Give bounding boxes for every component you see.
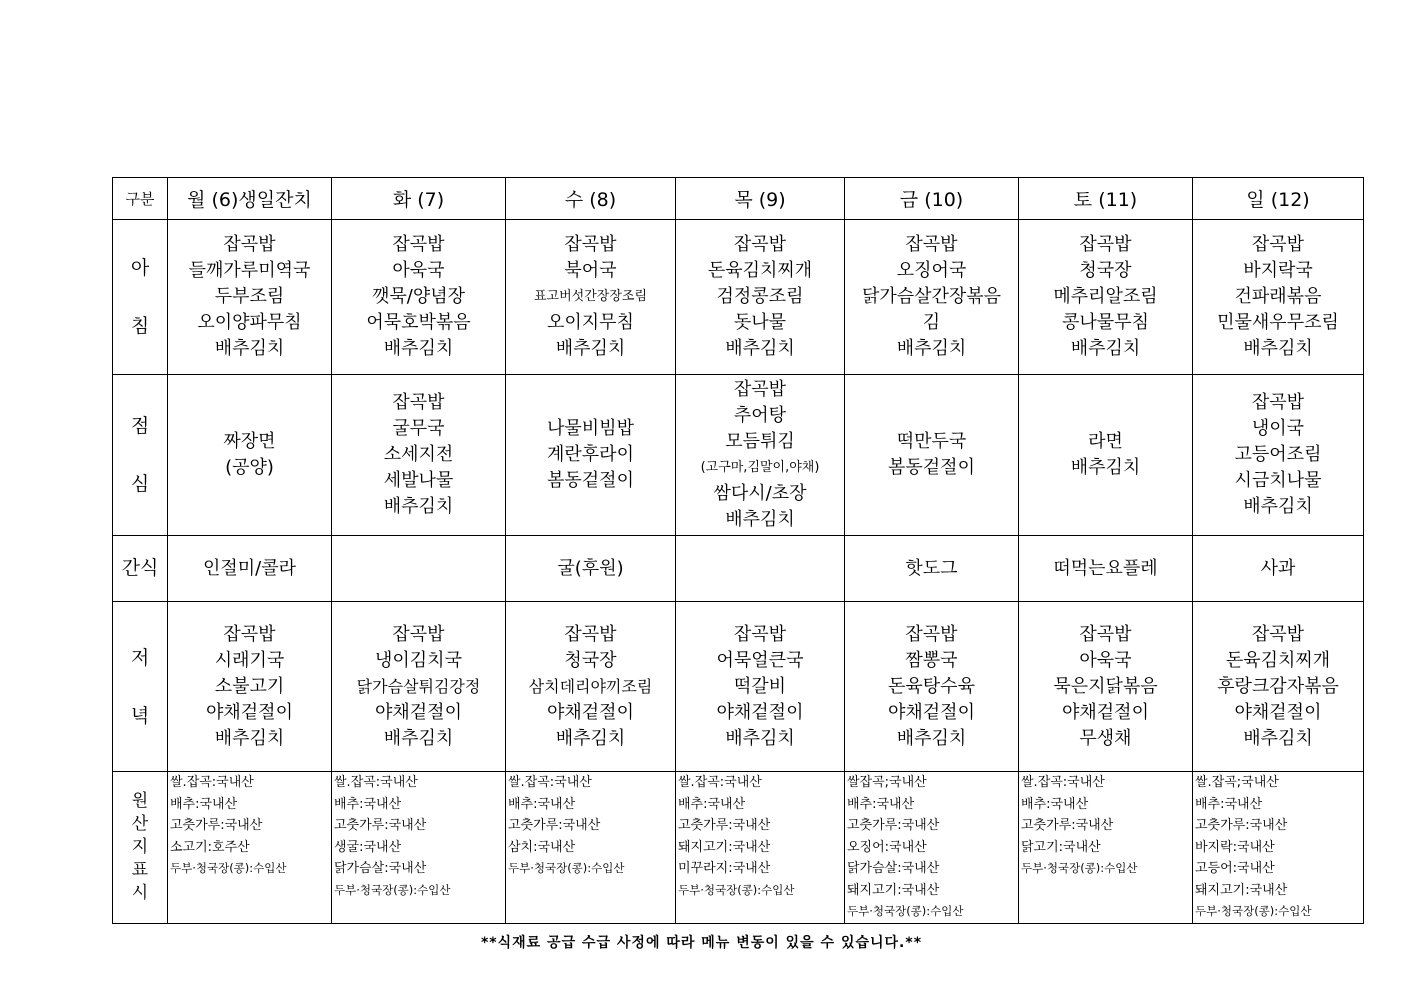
label-char: 표: [131, 859, 149, 880]
menu-item: 냉이김치국: [375, 649, 462, 671]
origin-item: 고춧가루:국내산: [847, 818, 940, 833]
snack-tue: [332, 536, 506, 602]
dinner-wed: [506, 602, 676, 772]
day-header-mon: 월 (6)생일잔치: [168, 178, 332, 220]
origin-item: 배추:국내산: [847, 796, 915, 812]
origin-item: 쌀잡곡;국내산: [847, 775, 927, 790]
origin-mon: [168, 772, 332, 924]
origin-item: 고춧가루:국내산: [678, 818, 771, 833]
menu-item: 추어탕: [733, 405, 787, 426]
menu-item: (공양): [225, 457, 274, 478]
menu-item: 잡곡밥: [1079, 234, 1132, 255]
menu-item: 배추김치: [725, 509, 795, 530]
origin-item: 소고기:호주산: [170, 839, 250, 855]
menu-item: 시금치나물: [1234, 470, 1322, 491]
menu-item: 돈육김치찌개: [1225, 649, 1331, 671]
menu-item: 닭가슴살튀김강정: [356, 676, 481, 696]
origin-item: 쌀.잡곡:국내산: [1021, 775, 1105, 790]
category-header: 구분: [113, 178, 168, 220]
dinner-sat: [1019, 602, 1193, 772]
origin-item: 고춧가루:국내산: [334, 818, 427, 833]
menu-item: 잡곡밥: [392, 623, 445, 645]
label-char: 침: [130, 315, 150, 337]
day-header-thu: 목 (9): [676, 178, 845, 220]
breakfast-wed: [506, 220, 676, 375]
lunch-sat: [1019, 375, 1193, 536]
day-header-fri: 금 (10): [845, 178, 1019, 220]
menu-item: 메추리알조림: [1053, 286, 1158, 307]
menu-item: 아욱국: [1079, 649, 1132, 671]
breakfast-tue: [332, 220, 506, 375]
day-header-sat: 토 (11): [1019, 178, 1193, 220]
menu-item: 잡곡밥: [733, 379, 787, 400]
header-row: [113, 178, 1364, 220]
menu-item: 돈육탕수육: [888, 675, 975, 697]
menu-item: 오징어국: [896, 260, 967, 281]
snack-row: [113, 536, 1364, 602]
menu-item: 닭가슴살간장볶음: [861, 286, 1002, 307]
menu-item: 짜장면: [223, 431, 276, 452]
menu-item: 냉이국: [1251, 418, 1305, 439]
menu-item: 배추김치: [383, 338, 454, 359]
lunch-row: [113, 375, 1364, 536]
menu-item: 배추김치: [1070, 338, 1141, 359]
lunch-mon: [168, 375, 332, 536]
origin-item: 두부·청국장(콩):수입산: [678, 882, 795, 897]
origin-item: 쌀.잡곡:국내산: [170, 775, 254, 790]
origin-item: 배추:국내산: [678, 796, 746, 812]
day-header-wed: 수 (8): [506, 178, 676, 220]
origin-item: 생굴:국내산: [334, 839, 402, 855]
menu-item: 오이지무침: [547, 312, 634, 333]
origin-item: 고춧가루:국내산: [1195, 818, 1288, 833]
dinner-row: [113, 602, 1364, 772]
menu-item: 야채겉절이: [375, 701, 462, 723]
footer-note: **식재료 공급 수급 사정에 따라 메뉴 변동이 있을 수 있습니다.**: [480, 935, 923, 951]
menu-item: 배추김치: [1243, 338, 1313, 359]
origin-item: 두부·청국장(콩):수입산: [1021, 861, 1138, 875]
lunch-thu: [676, 375, 845, 536]
menu-item: 삼치데리야끼조림: [528, 676, 653, 696]
menu-item: 잡곡밥: [564, 623, 617, 645]
menu-item: 소불고기: [214, 675, 285, 697]
lunch-tue: [332, 375, 506, 536]
menu-item: 봄동겉절이: [888, 457, 975, 478]
menu-item: 야채겉절이: [716, 701, 804, 723]
lunch-wed: [506, 375, 676, 536]
origin-item: 두부·청국장(콩):수입산: [334, 882, 451, 897]
menu-item: 김: [922, 312, 941, 333]
menu-item: 아욱국: [392, 260, 445, 281]
menu-item: 소세지전: [383, 444, 454, 465]
origin-fri: [845, 772, 1019, 924]
day-header-sun: 일 (12): [1193, 178, 1364, 220]
menu-item: 배추김치: [383, 727, 454, 749]
dinner-tue: [332, 602, 506, 772]
menu-item: 배추김치: [896, 727, 967, 749]
menu-item: 잡곡밥: [1079, 623, 1132, 645]
menu-item: 떡갈비: [733, 675, 787, 697]
label-char: 저: [130, 646, 150, 669]
dinner-mon: [168, 602, 332, 772]
menu-item: 잡곡밥: [223, 234, 276, 255]
dinner-sun: [1193, 602, 1364, 772]
origin-item: 쌀.잡곡;국내산: [1195, 775, 1279, 790]
breakfast-label: [113, 220, 168, 375]
dinner-label: [113, 602, 168, 772]
menu-item: 후랑크감자볶음: [1217, 675, 1339, 697]
menu-item: 야채겉절이: [888, 701, 975, 723]
snack-wed: 굴(후원): [506, 536, 676, 602]
menu-item: 잡곡밥: [905, 234, 958, 255]
breakfast-row: [113, 220, 1364, 375]
origin-label: [113, 772, 168, 924]
origin-item: 오징어:국내산: [847, 839, 927, 855]
label-char: 점: [130, 415, 150, 437]
breakfast-sat: [1019, 220, 1193, 375]
lunch-sun: [1193, 375, 1364, 536]
origin-item: 돼지고기:국내산: [678, 839, 771, 855]
menu-item: 모듬튀김: [725, 431, 795, 452]
menu-item: 라면: [1088, 431, 1123, 452]
origin-item: 닭고기:국내산: [1021, 839, 1101, 855]
origin-item: 닭가슴살:국내산: [334, 861, 427, 876]
label-char: 원: [131, 790, 149, 811]
menu-item: 무생채: [1079, 727, 1132, 749]
menu-item: 들깨가루미역국: [188, 260, 311, 281]
menu-item: 떡만두국: [896, 431, 967, 452]
menu-item: 잡곡밥: [392, 392, 445, 413]
origin-item: 바지락:국내산: [1195, 839, 1275, 855]
menu-item: 잡곡밥: [733, 623, 787, 645]
snack-sat: 떠먹는요플레: [1019, 536, 1193, 602]
menu-item: 건파래볶음: [1234, 286, 1322, 307]
menu-item: 배추김치: [383, 496, 454, 517]
breakfast-fri: [845, 220, 1019, 375]
menu-item: 배추김치: [896, 338, 967, 359]
origin-sun: [1193, 772, 1364, 924]
menu-item: 굴무국: [392, 418, 445, 439]
menu-item: 청국장: [564, 649, 617, 671]
breakfast-mon: [168, 220, 332, 375]
menu-item: 묵은지닭볶음: [1053, 675, 1158, 697]
menu-item: 두부조림: [214, 286, 285, 307]
menu-item: (고구마,김말이,야채): [700, 460, 820, 475]
menu-item: 봄동겉절이: [547, 470, 634, 491]
label-char: 지: [131, 836, 149, 857]
menu-item: 청국장: [1079, 260, 1132, 281]
menu-item: 배추김치: [725, 338, 795, 359]
menu-item: 배추김치: [1243, 496, 1313, 517]
origin-item: 돼지고기:국내산: [1195, 882, 1288, 898]
origin-wed: [506, 772, 676, 924]
origin-item: 배추:국내산: [170, 796, 238, 812]
menu-item: 잡곡밥: [1251, 392, 1305, 413]
snack-sun: 사과: [1193, 536, 1364, 602]
menu-item: 검정콩조림: [716, 286, 804, 307]
menu-item: 콩나물무침: [1062, 312, 1149, 333]
menu-item: 세발나물: [383, 470, 454, 491]
dinner-fri: [845, 602, 1019, 772]
origin-item: 쌀.잡곡:국내산: [508, 775, 592, 790]
menu-item: 잡곡밥: [733, 234, 787, 255]
menu-item: 야채겉절이: [1062, 701, 1149, 723]
menu-item: 야채겉절이: [206, 701, 293, 723]
origin-item: 닭가슴살:국내산: [847, 861, 940, 876]
lunch-fri: [845, 375, 1019, 536]
menu-item: 배추김치: [725, 727, 795, 749]
menu-item: 돈육김치찌개: [707, 260, 813, 281]
origin-item: 배추:국내산: [1195, 796, 1263, 812]
menu-item: 깻묵/양념장: [371, 286, 465, 307]
origin-row: [113, 772, 1364, 924]
origin-item: 고춧가루:국내산: [170, 818, 263, 833]
day-header-tue: 화 (7): [332, 178, 506, 220]
origin-tue: [332, 772, 506, 924]
origin-thu: [676, 772, 845, 924]
origin-item: 쌀.잡곡:국내산: [334, 775, 418, 790]
snack-mon: 인절미/콜라: [168, 536, 332, 602]
origin-item: 두부·청국장(콩):수입산: [170, 861, 287, 875]
menu-item: 계란후라이: [547, 444, 634, 465]
menu-item: 잡곡밥: [905, 623, 958, 645]
menu-item: 민물새우무조림: [1217, 312, 1339, 333]
menu-item: 오이양파무침: [197, 312, 302, 333]
label-char: 녁: [130, 704, 150, 727]
origin-item: 배추:국내산: [1021, 796, 1089, 812]
menu-item: 배추김치: [214, 727, 285, 749]
origin-item: 돼지고기:국내산: [847, 882, 940, 898]
label-char: 시: [131, 882, 149, 903]
origin-item: 고등어:국내산: [1195, 861, 1275, 876]
label-char: 심: [130, 473, 150, 495]
label-char: 아: [130, 257, 150, 279]
origin-sat: [1019, 772, 1193, 924]
menu-item: 야채겉절이: [1234, 701, 1322, 723]
origin-item: 배추:국내산: [508, 796, 576, 812]
snack-label: 간식: [113, 536, 168, 602]
menu-item: 북어국: [564, 260, 617, 281]
label-char: 산: [131, 813, 149, 834]
menu-item: 어묵호박볶음: [366, 312, 471, 333]
menu-item: 잡곡밥: [1251, 623, 1305, 645]
origin-item: 두부·청국장(콩):수입산: [508, 861, 625, 875]
origin-item: 두부·청국장(콩):수입산: [847, 904, 964, 918]
origin-item: 고춧가루:국내산: [508, 818, 601, 833]
origin-item: 고춧가루:국내산: [1021, 818, 1114, 833]
menu-item: 배추김치: [555, 727, 626, 749]
dinner-thu: [676, 602, 845, 772]
menu-item: 배추김치: [1070, 457, 1141, 478]
menu-item: 쌈다시/초장: [713, 483, 807, 504]
menu-item: 어묵얼큰국: [716, 649, 804, 671]
origin-item: 배추:국내산: [334, 796, 402, 812]
menu-item: 시래기국: [214, 649, 285, 671]
menu-item: 고등어조림: [1234, 444, 1322, 465]
snack-fri: 핫도그: [845, 536, 1019, 602]
menu-item: 바지락국: [1243, 260, 1313, 281]
menu-item: 잡곡밥: [392, 234, 445, 255]
origin-item: 두부·청국장(콩):수입산: [1195, 904, 1312, 918]
snack-thu: [676, 536, 845, 602]
menu-item: 잡곡밥: [564, 234, 617, 255]
origin-item: 미꾸라지:국내산: [678, 861, 771, 876]
menu-item: 잡곡밥: [1251, 234, 1305, 255]
menu-item: 배추김치: [555, 338, 626, 359]
menu-item: 배추김치: [1243, 727, 1313, 749]
origin-item: 쌀.잡곡:국내산: [678, 775, 762, 790]
menu-item: 나물비빔밥: [547, 418, 634, 439]
menu-item: 짬뽕국: [905, 649, 958, 671]
lunch-label: [113, 375, 168, 536]
menu-item: 돗나물: [733, 312, 787, 333]
breakfast-thu: [676, 220, 845, 375]
menu-item: 잡곡밥: [223, 623, 276, 645]
menu-item: 표고버섯간장장조림: [533, 289, 648, 304]
menu-item: 야채겉절이: [547, 701, 634, 723]
breakfast-sun: [1193, 220, 1364, 375]
origin-item: 삼치:국내산: [508, 839, 576, 855]
weekly-menu-table: [112, 177, 1364, 924]
menu-item: 배추김치: [214, 338, 285, 359]
